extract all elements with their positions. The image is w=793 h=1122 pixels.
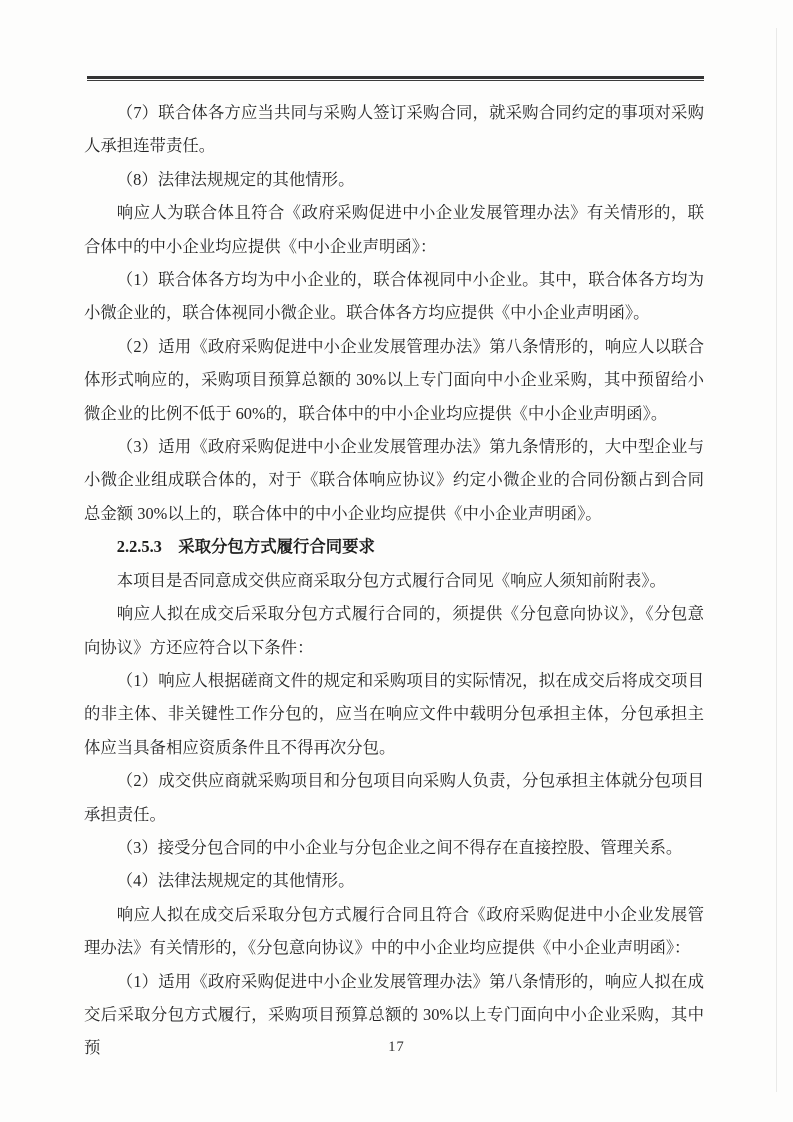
paragraph-subcontract-agreement-note: 本项目是否同意成交供应商采取分包方式履行合同见《响应人须知前附表》。 xyxy=(116,570,666,590)
paragraph-2-article-8-case: （2）适用《政府采购促进中小企业发展管理办法》第八条情形的，响应人以联合体形式响应的，采购项目预算总额的 30%以上专门面向中小企业采购，其中预留给小微企业的比例不低于 60%的，联合体中的中小企业均应提供《中小企业声明函》。 xyxy=(84,336,704,423)
paragraph-8-other-legal: （8）法律法规规定的其他情形。 xyxy=(116,169,355,189)
paragraph-7-joint-contract: （7）联合体各方应当共同与采购人签订采购合同，就采购合同约定的事项对采购人承担连带责任。 xyxy=(84,103,704,156)
paragraph-1-article-8-subcontract: （1）适用《政府采购促进中小企业发展管理办法》第八条情形的，响应人拟在成交后采取分包方式履行，采购项目预算总额的 30%以上专门面向中小企业采购，其中预 xyxy=(84,971,704,1058)
paragraph-consortium-sme-declaration: 响应人为联合体且符合《政府采购促进中小企业发展管理办法》有关情形的，联合体中的中小企业均应提供《中小企业声明函》： xyxy=(84,203,704,256)
paragraph-3-no-holding-relation: （3）接受分包合同的中小企业与分包企业之间不得存在直接控股、管理关系。 xyxy=(116,837,683,857)
document-body xyxy=(84,96,704,1065)
paragraph-subcontract-sme-declaration: 响应人拟在成交后采取分包方式履行合同且符合《政府采购促进中小企业发展管理办法》有关情形的，《分包意向协议》中的中小企业均应提供《中小企业声明函》： xyxy=(84,904,704,958)
paragraph-3-article-9-case: （3）适用《政府采购促进中小企业发展管理办法》第九条情形的，大中型企业与小微企业组成联合体的，对于《联合体响应协议》约定小微企业的合同份额占到合同总金额 30%以上的，联合体中的中小企业均应提供《中小企业声明函》。 xyxy=(84,437,704,523)
paragraph-4-other-legal: （4）法律法规规定的其他情形。 xyxy=(116,871,355,891)
section-heading-subcontracting: 2.2.5.3 采取分包方式履行合同要求 xyxy=(116,537,375,557)
paragraph-subcontract-intent-agreement: 响应人拟在成交后采取分包方式履行合同的，须提供《分包意向协议》，《分包意向协议》方还应符合以下条件： xyxy=(84,604,704,657)
paragraph-1-consortium-all-sme: （1）联合体各方均为中小企业的，联合体视同中小企业。其中，联合体各方均为小微企业的，联合体视同小微企业。联合体各方均应提供《中小企业声明函》。 xyxy=(84,270,704,323)
scan-edge-artifact xyxy=(776,28,777,1092)
header-rule xyxy=(87,76,704,81)
paragraph-2-subcontract-responsibility: （2）成交供应商就采购项目和分包项目向采购人负责，分包承担主体就分包项目承担责任。 xyxy=(84,771,704,824)
paragraph-1-subcontract-conditions: （1）响应人根据磋商文件的规定和采购项目的实际情况，拟在成交后将成交项目的非主体、非关键性工作分包的，应当在响应文件中载明分包承担主体，分包承担主体应当具备相应资质条件且不得再次分包。 xyxy=(84,670,704,757)
header-rule-thin-line xyxy=(87,80,704,81)
page-number: 17 xyxy=(388,1039,405,1055)
